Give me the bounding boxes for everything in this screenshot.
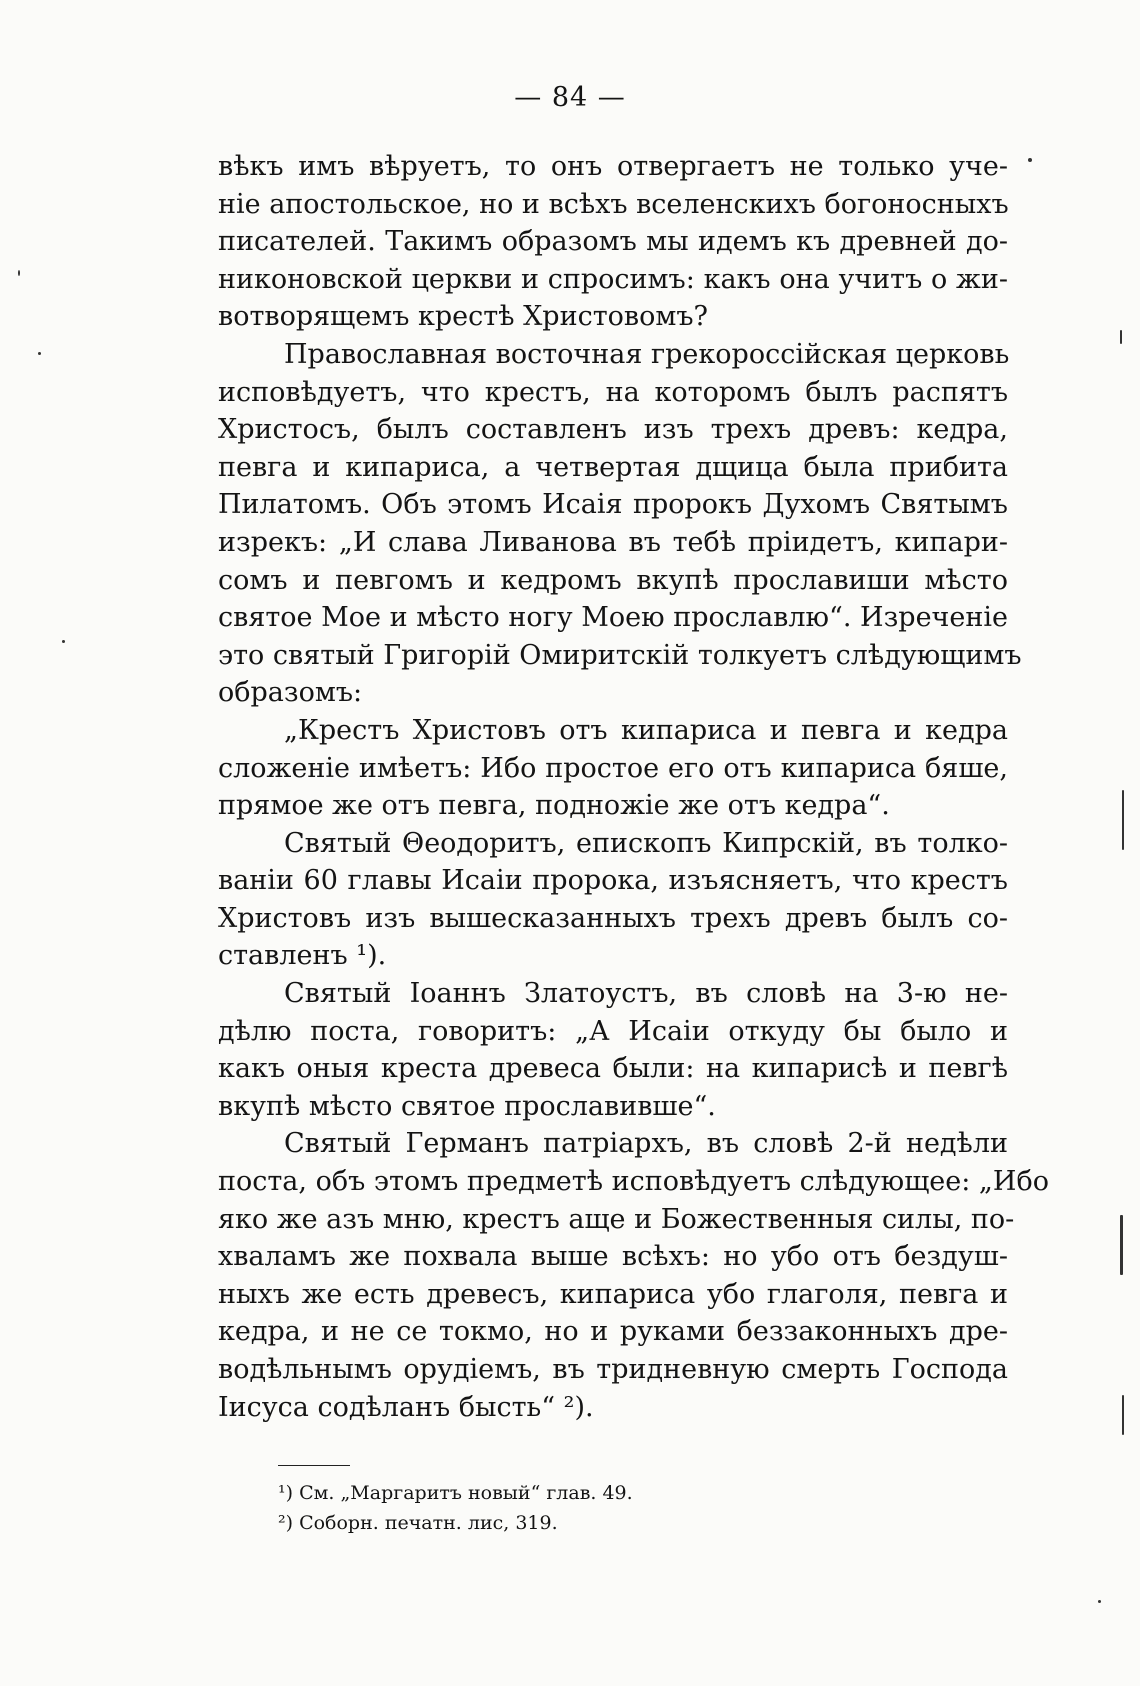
- text-line: вкупѣ мѣсто святое прославивше“.: [218, 1090, 716, 1122]
- text-line: поста, объ этомъ предметѣ исповѣдуетъ слѣдующее: „Ибо: [218, 1166, 1049, 1198]
- text-line: хваламъ же похвала выше всѣхъ: но убо отъ бездуш-: [218, 1241, 1008, 1273]
- scan-speck: [1028, 158, 1032, 162]
- text-line: водѣльнымъ орудіемъ, въ тридневную смерть Господа: [218, 1354, 1008, 1385]
- text-line: никоновской церкви и спросимъ: какъ она учитъ о жи-: [218, 263, 1008, 295]
- footnote-1: ¹) См. „Маргаритъ новый“ глав. 49.: [278, 1482, 633, 1504]
- scan-speck: [1098, 1600, 1101, 1603]
- scan-speck: [62, 640, 65, 643]
- text-line: дѣлю поста, говоритъ: „А Исаіи откуду бы было и: [218, 1015, 1008, 1047]
- page-number: — 84 —: [514, 82, 626, 113]
- text-line: Пилатомъ. Объ этомъ Исаія пророкъ Духомъ Святымъ: [218, 489, 1008, 521]
- text-line: яко же азъ мню, крестъ аще и Божественныя силы, по-: [218, 1203, 1015, 1235]
- text-line: ныхъ же есть древесъ, кипариса убо глаголя, певга и: [218, 1278, 1008, 1310]
- text-line: Христовъ изъ вышесказанныхъ трехъ древъ былъ со-: [218, 902, 1008, 934]
- text-line: вѣкъ имъ вѣруетъ, то онъ отвергаетъ не только уче-: [218, 151, 1008, 182]
- body-text: [218, 148, 1049, 1426]
- text-line: Святый Германъ патріархъ, въ словѣ 2-й недѣли: [284, 1128, 1008, 1160]
- scan-speck: [1120, 1215, 1123, 1275]
- text-line: певга и кипариса, а четвертая дщица была прибита: [218, 451, 1008, 483]
- text-line: „Крестъ Христовъ отъ кипариса и певга и кедра: [284, 714, 1008, 746]
- text-line: исповѣдуетъ, что крестъ, на которомъ былъ распятъ: [218, 376, 1008, 408]
- scan-speck: [38, 352, 41, 355]
- text-line: святое Мое и мѣсто ногу Моею прославлю“. Изреченіе: [218, 602, 1008, 634]
- text-line: Православная восточная грекороссійская церковь: [284, 338, 1010, 370]
- scan-speck: [1122, 790, 1124, 850]
- text-line: Святый Іоаннъ Златоустъ, въ словѣ на 3-ю не-: [284, 978, 1008, 1010]
- text-line: ваніи 60 главы Исаіи пророка, изъясняетъ, что крестъ: [218, 865, 1008, 897]
- text-line: прямое же отъ певга, подножіе же отъ кедра“.: [218, 790, 890, 822]
- footnote-2: ²) Соборн. печатн. лис, 319.: [278, 1512, 558, 1534]
- text-line: Іисуса содѣланъ бысть“ ²).: [218, 1391, 594, 1423]
- footnote-rule: [278, 1465, 350, 1466]
- text-line: вотворящемъ крестѣ Христовомъ?: [218, 301, 708, 333]
- scan-speck: [18, 270, 20, 276]
- text-line: какъ оныя креста древеса были: на кипарисѣ и певгѣ: [218, 1053, 1008, 1085]
- text-line: писателей. Такимъ образомъ мы идемъ къ древней до-: [218, 226, 1008, 258]
- text-line: это святый Григорій Омиритскій толкуетъ слѣдующимъ: [218, 639, 1022, 671]
- text-line: Святый Θеодоритъ, епископъ Кипрскій, въ толко-: [284, 827, 1008, 859]
- scan-speck: [1122, 1395, 1124, 1435]
- text-line: образомъ:: [218, 677, 363, 709]
- text-line: изрекъ: „И слава Ливанова въ тебѣ пріидетъ, кипари-: [218, 526, 1008, 558]
- scan-speck: [1120, 330, 1122, 344]
- text-line: ставленъ ¹).: [218, 940, 387, 972]
- text-line: ніе апостольское, но и всѣхъ вселенскихъ богоносныхъ: [218, 188, 1009, 220]
- text-line: сомъ и певгомъ и кедромъ вкупѣ прославиши мѣсто: [218, 564, 1008, 596]
- footnotes: [278, 1478, 778, 1538]
- text-line: сложеніе имѣетъ: Ибо простое его отъ кипариса бяше,: [218, 752, 1008, 784]
- text-line: кедра, и не се токмо, но и руками беззаконныхъ дре-: [218, 1316, 1008, 1348]
- text-line: Христосъ, былъ составленъ изъ трехъ древъ: кедра,: [218, 414, 1008, 446]
